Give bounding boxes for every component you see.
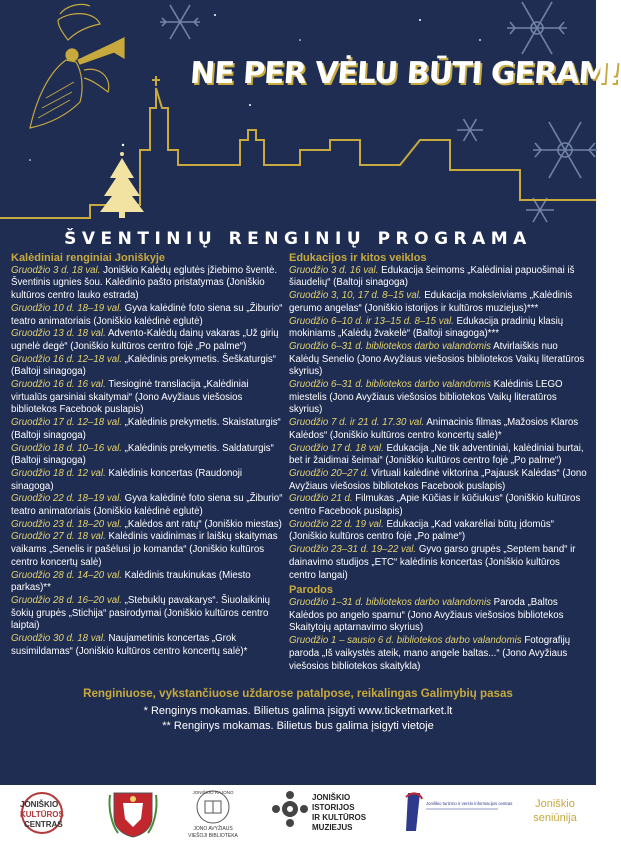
event-date: Gruodžio 22 d. 18–19 val. <box>11 493 122 505</box>
culture-centre-logo-text: CENTRAS <box>24 820 63 829</box>
event-date: Gruodžio 16 d. 12–18 val. <box>11 353 122 365</box>
event-description: Atvirlaiškis nuo Kalėdų Senelio (Jono Avyžiaus viešosios bibliotekos Vaikų literatūros skyrius) <box>289 340 585 378</box>
museum-logo-text: ISTORIJOS <box>312 803 355 812</box>
event-description: Kalėdinis koncertas (Raudonoji sinagoga) <box>11 467 243 492</box>
skyline-outline <box>0 76 596 218</box>
event-item <box>11 354 287 379</box>
event-item <box>11 303 287 328</box>
event-item <box>289 468 589 493</box>
event-item <box>289 417 589 442</box>
section-heading-exhibitions: Parodos <box>289 584 334 597</box>
event-item <box>289 493 589 518</box>
event-date: Gruodžio 13 d. 18 val. <box>11 328 106 340</box>
event-description: Advento-Kalėdų dainų vakaras „Už girių ugnelė degė“ (Joniškio kultūros centro fojė „Po palme“) <box>11 328 279 352</box>
library-logo-text: JONIŠKIO RAJONO <box>192 790 234 795</box>
event-date: Gruodžio 28 d. 14–20 val. <box>11 569 122 581</box>
event-item <box>11 379 287 417</box>
event-description: Kalėdinis traukinukas (Miesto parkas)** <box>11 569 251 594</box>
event-description: Kalėdinis vaidinimas ir laiškų skaitymas vaikams „Senelis ir pašėlusi jo komanda“ (Joniškio kultūros centro koncertų salė) <box>11 531 278 568</box>
ticket-note: * Renginys mokamas. Bilietus galima įsigyti www.ticketmarket.lt <box>143 705 453 717</box>
event-date: Gruodžio 3 d. 16 val. <box>289 264 379 276</box>
event-date: Gruodžio 1 – sausio 6 d. bibliotekos darbo valandomis <box>289 635 522 647</box>
event-list <box>11 265 287 659</box>
christmas-tree-icon <box>100 152 144 218</box>
event-description: Gyvo garso grupės „Septem band“ ir dainavimo studijos „ETC“ kalėdinis koncertas (Joniškio kultūros centro langai) <box>289 544 576 581</box>
event-description: „Kalėdinis prekymetis. Šeškaturgis“ (Baltoji sinagoga) <box>11 353 276 378</box>
event-date: Gruodžio 18 d. 10–16 val. <box>11 442 122 454</box>
event-description: „Kalėdinis prekymetis. Saldaturgis“ (Baltoji sinagoga) <box>11 442 274 467</box>
event-description: Paroda „Baltos Kalėdos po angelo sparnu“ (Jono Avyžiaus viešosios bibliotekos Skaitytojų aptarnavimo skyrius) <box>289 596 564 634</box>
event-item <box>289 544 589 582</box>
event-item <box>289 316 589 341</box>
event-date: Gruodžio 22 d. 19 val. <box>289 518 384 530</box>
event-description: Edukacija pradinių klasių mokiniams „Kalėdų žvakelė“ (Baltoji sinagoga)*** <box>289 315 564 340</box>
event-description: Gyva kalėdinė foto siena su „Žiburio“ teatro animatoriais (Joniškio kalėdinė eglutė) <box>11 493 283 518</box>
event-date: Gruodžio 20–27 d. <box>289 467 369 479</box>
event-description: Edukacija „Kad vakarėliai būtų įdomūs“ (Joniškio kultūros centro fojė „Po palme“) <box>289 518 554 543</box>
event-description: Virtuali kalėdinė viktorina „Pajausk Kalėdas“ (Jono Avyžiaus viešosios bibliotekos Facebook puslapis) <box>289 467 587 492</box>
event-list <box>289 597 589 673</box>
event-description: Kalėdinis LEGO miestelis (Jono Avyžiaus viešosios bibliotekos Vaikų literatūros skyrius) <box>289 379 563 416</box>
logo-strip <box>0 785 596 842</box>
headline: NE PER VĖLU BŪTI GERAM! <box>188 56 621 91</box>
event-item <box>11 519 287 532</box>
event-description: Naujametinis koncertas „Grok susimildamas“ (Joniškio kultūros centro koncertų salė)* <box>11 633 248 657</box>
ticket-note: ** Renginys mokamas. Bilietus bus galima įsigyti vietoje <box>162 720 434 732</box>
culture-centre-logo-text: JONIŠKIO <box>20 800 59 809</box>
event-item <box>289 519 589 544</box>
section-heading-educations: Edukacijos ir kitos veiklos <box>289 252 427 264</box>
event-item <box>289 265 589 290</box>
event-item <box>289 379 589 417</box>
event-date: Gruodžio 1–31 d. bibliotekos darbo valandomis <box>289 596 491 608</box>
tourism-centre-logo-text: Joniškio turizmo ir verslo informacijos centras <box>426 801 513 806</box>
header-illustration <box>0 0 621 230</box>
event-item <box>289 290 589 315</box>
eldership-logo <box>524 793 586 831</box>
event-item <box>11 493 287 518</box>
tourism-centre-logo <box>402 791 513 835</box>
event-date: Gruodžio 21 d. <box>289 493 353 505</box>
event-list <box>289 265 589 583</box>
event-item <box>11 417 287 442</box>
event-date: Gruodžio 7 d. ir 21 d. 17.30 val. <box>289 417 425 429</box>
right-column <box>289 252 589 673</box>
event-item <box>289 443 589 468</box>
event-date: Gruodžio 30 d. 18 val. <box>11 633 106 645</box>
event-item <box>289 635 589 673</box>
angel-icon <box>30 4 124 128</box>
event-item <box>289 597 589 635</box>
event-date: Gruodžio 23–31 d. 19–22 val. <box>289 544 417 556</box>
event-description: Edukacija „Ne tik adventiniai, kalėdiniai burtai, bet ir žaidimai šeimai“ (Joniškio kultūros centro fojė „Po palme“) <box>289 442 584 467</box>
event-date: Gruodžio 16 d. 16 val. <box>11 379 106 391</box>
library-logo-text: VIEŠOJI BIBLIOTEKA <box>188 833 238 839</box>
event-description: Gyva kalėdinė foto siena su „Žiburio“ teatro animatoriais (Joniškio kalėdinė eglutė) <box>11 302 283 327</box>
event-date: Gruodžio 17 d. 12–18 val. <box>11 417 122 429</box>
event-item <box>11 468 287 493</box>
event-description: Edukacija šeimoms „Kalėdiniai papuošimai iš šiaudelių“ (Baltoji sinagoga) <box>289 264 575 289</box>
event-date: Gruodžio 3 d. 18 val. <box>11 264 101 276</box>
event-description: Filmukas „Apie Kūčias ir kūčiukus“ (Joniškio kultūros centro Facebook puslapis) <box>289 493 581 518</box>
coat-of-arms-icon <box>108 789 158 837</box>
museum-logo <box>274 789 367 837</box>
museum-logo-text: MUZIEJUS <box>312 823 353 832</box>
event-date: Gruodžio 6–10 d. ir 13–15 d. 8–15 val. <box>289 315 454 327</box>
event-date: Gruodžio 18 d. 12 val. <box>11 467 106 479</box>
event-item <box>11 531 287 569</box>
snowflake-icon <box>160 2 621 222</box>
section-heading-christmas-events: Kalėdiniai renginiai Joniškyje <box>11 252 166 264</box>
culture-centre-logo <box>14 789 72 835</box>
opportunity-pass-note: Renginiuose, vykstančiuose uždarose patalpose, reikalingas Galimybių pasas <box>83 687 513 700</box>
event-description: Tiesioginė transliacija „Kalėdiniai virtualūs garsiniai skaitymai“ (Jono Avyžiaus viešosios bibliotekos Facebook puslapis) <box>11 379 249 416</box>
event-date: Gruodžio 3, 10, 17 d. 8–15 val. <box>289 290 422 302</box>
left-column <box>11 252 287 659</box>
event-item <box>11 328 287 353</box>
event-item <box>11 633 287 658</box>
program-title: ŠVENTINIŲ RENGINIŲ PROGRAMA <box>64 229 532 249</box>
museum-logo-text: JONIŠKIO <box>312 793 351 802</box>
museum-logo-text: IR KULTŪROS <box>312 813 367 822</box>
event-item <box>289 341 589 379</box>
event-description: Edukacija moksleiviams „Kalėdinis gerumo angelas“ (Joniškio istorijos ir kultūros muziejus)*** <box>289 290 573 314</box>
eldership-logo-text: Joniškio <box>535 798 575 810</box>
event-date: Gruodžio 6–31 d. bibliotekos darbo valandomis <box>289 340 491 352</box>
eldership-logo-text: seniūnija <box>533 812 577 824</box>
event-description: „Kalėdinis prekymetis. Skaistaturgis“ (Baltoji sinagoga) <box>11 417 281 441</box>
event-description: Joniškio Kalėdų eglutės įžiebimo šventė. Šventinis ugnies šou. Kalėdinio pašto pristatymas (Joniškio kultūros centro lauko estrada) <box>11 264 278 302</box>
event-item <box>11 443 287 468</box>
event-date: Gruodžio 17 d. 18 val. <box>289 442 384 454</box>
event-date: Gruodžio 6–31 d. bibliotekos darbo valandomis <box>289 379 491 391</box>
event-description: Animacinis filmas „Mažosios Klaros Kalėdos“ (Joniškio kultūros centro koncertų salė)* <box>289 417 579 441</box>
library-logo-text: JONO AVYŽIAUS <box>193 826 233 832</box>
event-item <box>11 595 287 633</box>
event-item <box>11 570 287 595</box>
event-description: „Stebuklų pavakarys“. Šiuolaikinių šokių grupės „Stichija“ pasirodymai (Joniškio kultūros centro laiptai) <box>11 594 271 632</box>
event-description: „Kalėdos ant ratų“ (Joniškio miestas) <box>124 518 282 530</box>
event-date: Gruodžio 23 d. 18–20 val. <box>11 518 122 530</box>
event-date: Gruodžio 27 d. 18 val. <box>11 531 106 543</box>
culture-centre-logo-text: KULTŪROS <box>20 810 64 819</box>
event-item <box>11 265 287 303</box>
event-date: Gruodžio 28 d. 16–20 val. <box>11 594 122 606</box>
event-description: Fotografijų paroda „Iš vaikystės ateik, mano angele baltas...“ (Jono Avyžiaus viešosios bibliotekos skaitykla) <box>289 635 571 672</box>
library-logo <box>183 787 243 840</box>
event-date: Gruodžio 10 d. 18–19 val. <box>11 302 122 314</box>
